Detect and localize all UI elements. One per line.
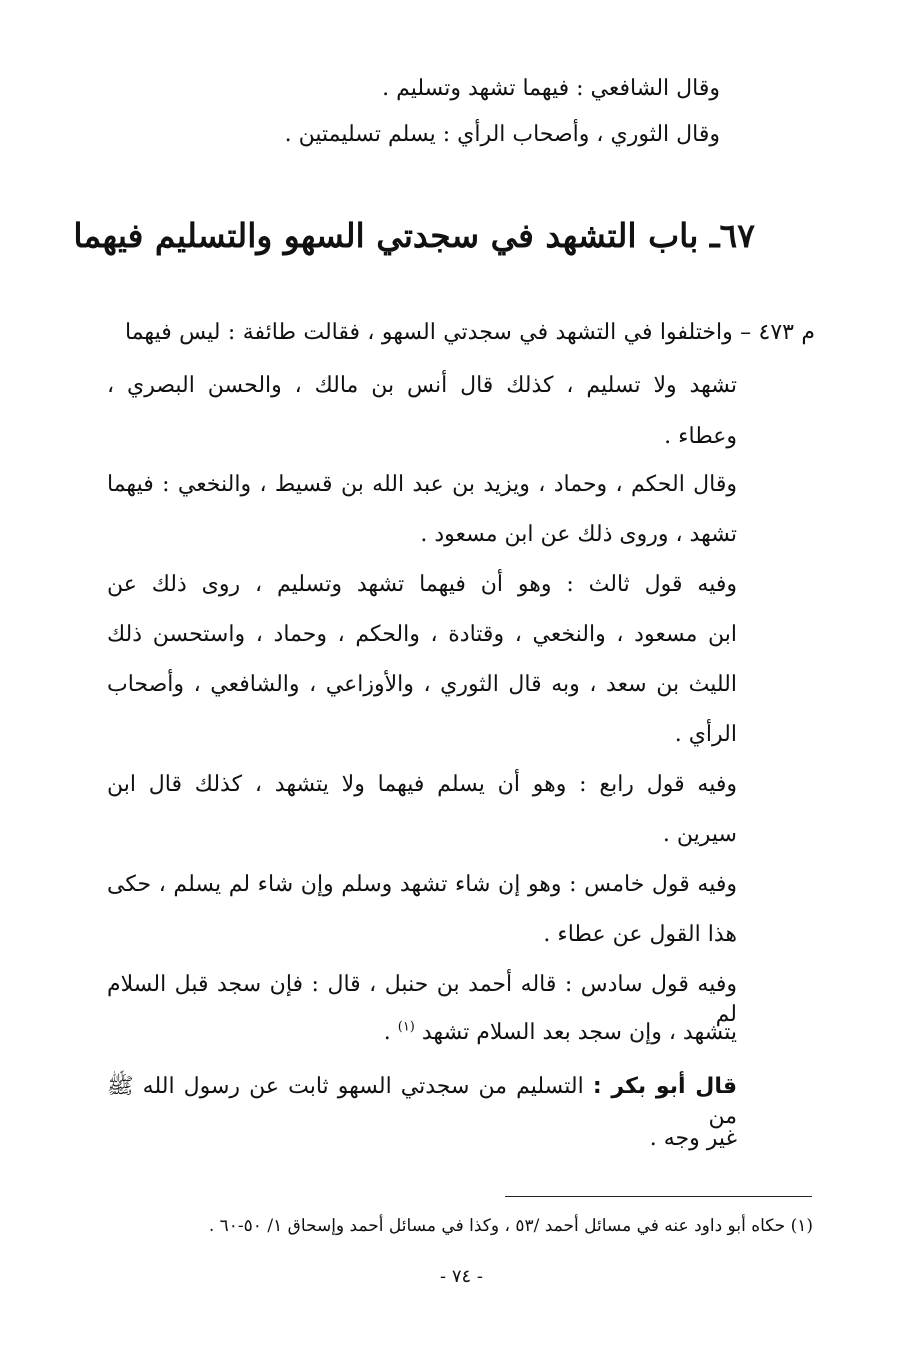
text-line: تشهد ولا تسليم ، كذلك قال أنس بن مالك ، والحسن البصري ، — [107, 373, 737, 398]
text-line: الليث بن سعد ، وبه قال الثوري ، والأوزاعي ، والشافعي ، وأصحاب — [107, 672, 737, 697]
qala-abu-bakr: قال أبو بكر : — [592, 1074, 738, 1099]
text-line: ابن مسعود ، والنخعي ، وقتادة ، والحكم ، وحماد ، واستحسن ذلك — [107, 622, 737, 647]
text-line: وفيه قول خامس : وهو إن شاء تشهد وسلم وإن شاء لم يسلم ، حكى — [107, 872, 737, 897]
period: . — [383, 1020, 398, 1045]
text-line — [107, 1072, 737, 1132]
footnote: (١) حكاه أبو داود عنه في مسائل أحمد /٥٣ ، وكذا في مسائل أحمد وإسحاق ١/ ٥٠-٦٠ . — [208, 1216, 813, 1236]
text-line: وقال الحكم ، وحماد ، ويزيد بن عبد الله بن قسيط ، والنخعي : فيهما — [107, 472, 737, 497]
text-line: وقال الثوري ، وأصحاب الرأي : يسلم تسليمتين . — [284, 122, 720, 147]
text-line: تشهد ، وروى ذلك عن ابن مسعود . — [420, 522, 737, 547]
text-line: وقال الشافعي : فيهما تشهد وتسليم . — [382, 76, 720, 101]
chapter-heading: ٦٧ـ باب التشهد في سجدتي السهو والتسليم فيهما — [73, 216, 755, 255]
text-segment: يتشهد ، وإن سجد بعد السلام تشهد — [421, 1020, 737, 1045]
text-line: هذا القول عن عطاء . — [543, 922, 737, 947]
text-line: وفيه قول رابع : وهو أن يسلم فيهما ولا يتشهد ، كذلك قال ابن — [107, 772, 737, 797]
text-line: وعطاء . — [664, 424, 737, 449]
footnote-reference[interactable]: (١) — [397, 1019, 415, 1035]
page-number: - ٧٤ - — [440, 1266, 483, 1287]
text-line: غير وجه . — [649, 1126, 737, 1151]
text-line: الرأي . — [674, 722, 737, 747]
text-line — [384, 1018, 737, 1048]
text-line: سيرين . — [662, 822, 737, 847]
footnote-divider — [505, 1196, 812, 1197]
text-line: م ٤٧٣ – واختلفوا في التشهد في سجدتي السهو ، فقالت طائفة : ليس فيهما — [125, 320, 815, 345]
text-segment: التسليم من سجدتي السهو ثابت عن رسول الله ﷺ من — [107, 1074, 737, 1129]
text-line: وفيه قول سادس : قاله أحمد بن حنبل ، قال : فإن سجد قبل السلام لم — [107, 972, 737, 1027]
text-line: وفيه قول ثالث : وهو أن فيهما تشهد وتسليم ، روى ذلك عن — [107, 572, 737, 597]
